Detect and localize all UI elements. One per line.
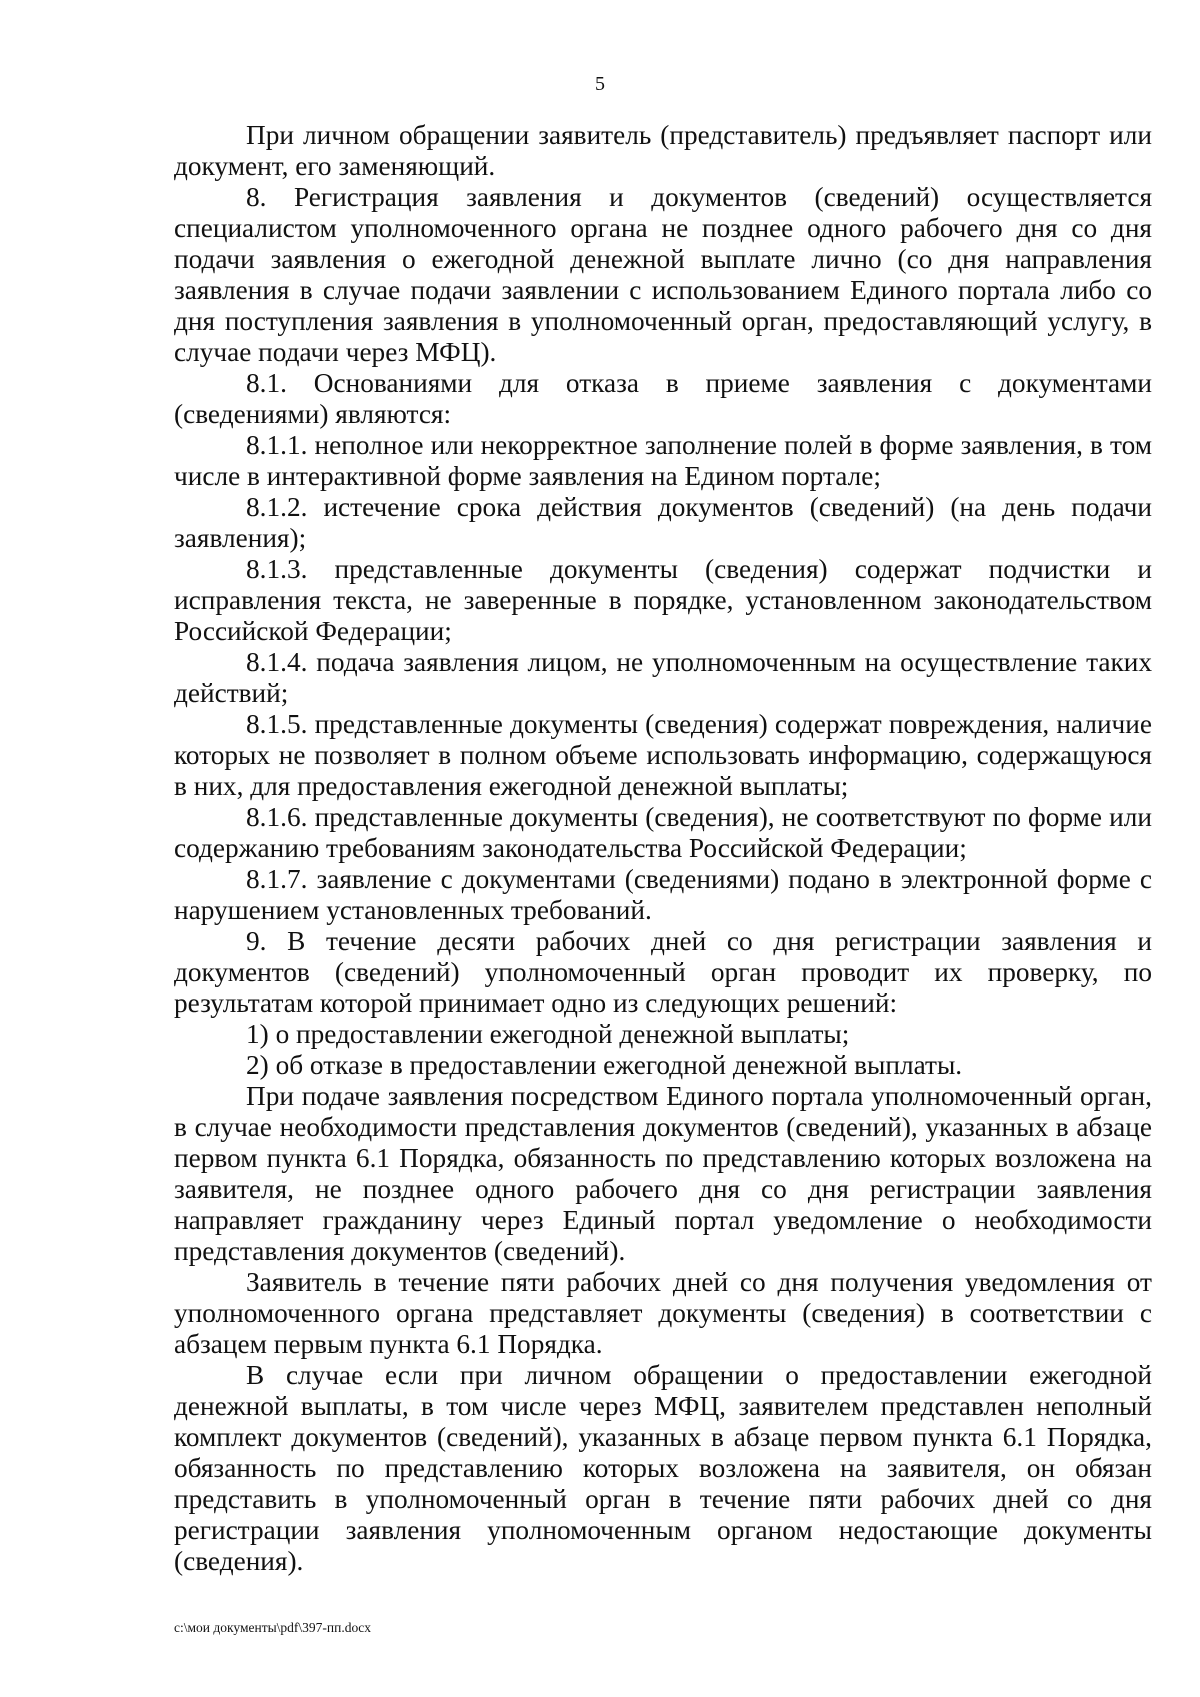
paragraph: 8.1.5. представленные документы (сведения) содержат повреждения, наличие которых не позволяет в полном объеме использовать информацию, содержащуюся в них, для предоставления ежегодной денежной выплаты; (174, 709, 1152, 801)
paragraph: В случае если при личном обращении о предоставлении ежегодной денежной выплаты, в том числе через МФЦ, заявителем представлен неполный комплект документов (сведений), указанных в абзаце первом пункта 6.1 Порядка, обязанность по представлению которых возложена на заявителя, он обязан представить в уполномоченный орган в течение пяти рабочих дней со дня регистрации заявления уполномоченным органом недостающие документы (сведения). (174, 1360, 1152, 1576)
paragraph: 2) об отказе в предоставлении ежегодной денежной выплаты. (246, 1050, 963, 1080)
footer-file-path: c:\мои документы\pdf\397-пп.docx (174, 1620, 371, 1635)
paragraph: При подаче заявления посредством Единого портала уполномоченный орган, в случае необходимости представления документов (сведений), указанных в абзаце первом пункта 6.1 Порядка, обязанность по представлению которых возложена на заявителя, не позднее одного рабочего дня со дня регистрации заявления направляет гражданину через Единый портал уведомление о необходимости представления документов (сведений). (174, 1081, 1152, 1266)
paragraph: 1) о предоставлении ежегодной денежной выплаты; (246, 1019, 850, 1049)
paragraph: 9. В течение десяти рабочих дней со дня регистрации заявления и документов (сведений) уполномоченный орган проводит их проверку, по результатам которой принимает одно из следующих решений: (174, 926, 1152, 1018)
paragraph: 8.1. Основаниями для отказа в приеме заявления с документами (сведениями) являются: (174, 368, 1152, 429)
paragraph: При личном обращении заявитель (представитель) предъявляет паспорт или документ, его заменяющий. (174, 120, 1152, 181)
page-number: 5 (595, 73, 605, 95)
paragraph: 8.1.4. подача заявления лицом, не уполномоченным на осуществление таких действий; (174, 647, 1152, 708)
paragraph: 8.1.2. истечение срока действия документов (сведений) (на день подачи заявления); (174, 492, 1152, 553)
paragraph: 8.1.3. представленные документы (сведения) содержат подчистки и исправления текста, не заверенные в порядке, установленном законодательством Российской Федерации; (174, 554, 1152, 646)
document-body (174, 120, 1152, 1577)
paragraph: 8.1.6. представленные документы (сведения), не соответствуют по форме или содержанию требованиям законодательства Российской Федерации; (174, 802, 1152, 863)
paragraph: 8.1.1. неполное или некорректное заполнение полей в форме заявления, в том числе в интерактивной форме заявления на Едином портале; (174, 430, 1152, 491)
paragraph: 8. Регистрация заявления и документов (сведений) осуществляется специалистом уполномоченного органа не позднее одного рабочего дня со дня подачи заявления о ежегодной денежной выплате лично (со дня направления заявления в случае подачи заявлении с использованием Единого портала либо со дня поступления заявления в уполномоченный орган, предоставляющий услугу, в случае подачи через МФЦ). (174, 182, 1152, 367)
paragraph: Заявитель в течение пяти рабочих дней со дня получения уведомления от уполномоченного органа представляет документы (сведения) в соответствии с абзацем первым пункта 6.1 Порядка. (174, 1267, 1152, 1359)
paragraph: 8.1.7. заявление с документами (сведениями) подано в электронной форме с нарушением установленных требований. (174, 864, 1152, 925)
